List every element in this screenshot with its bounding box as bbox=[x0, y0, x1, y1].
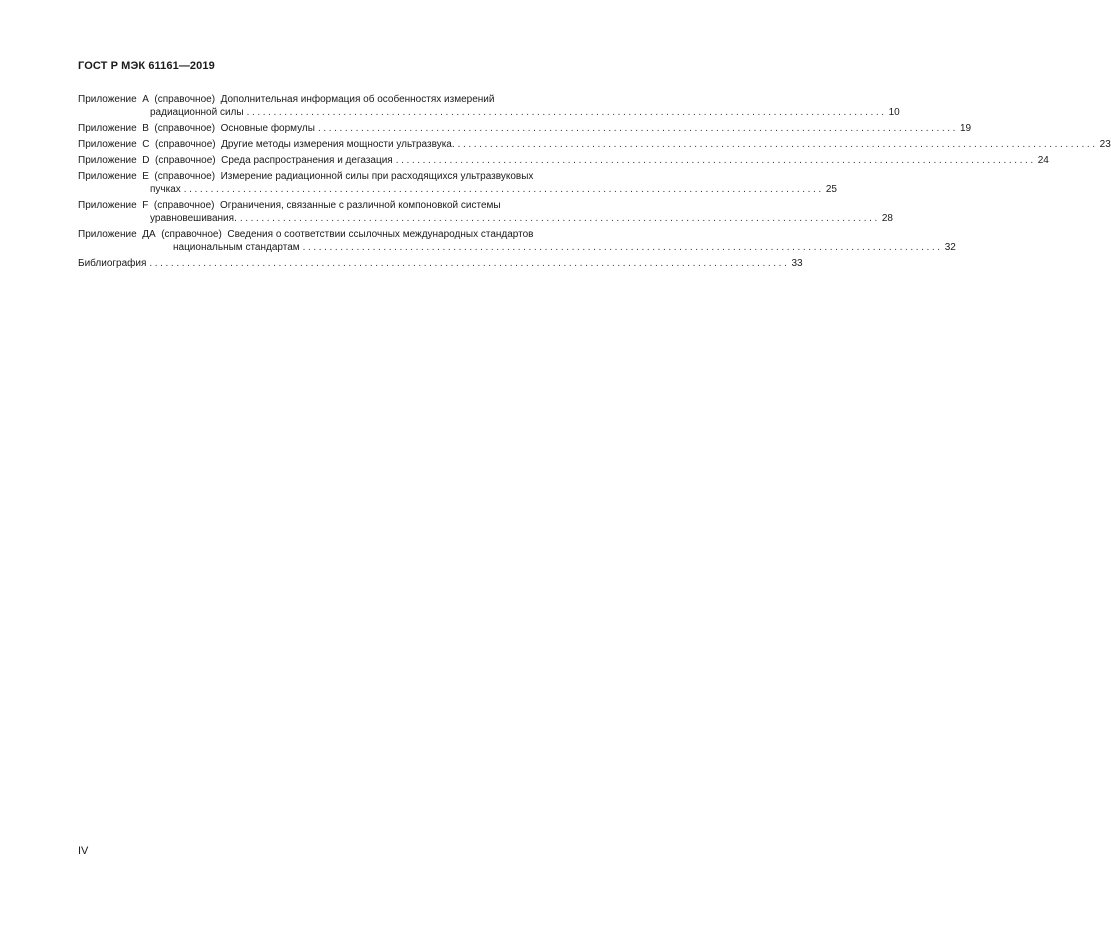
toc-entry-title: Сведения о соответствии ссылочных международных стандартов bbox=[227, 229, 534, 240]
toc-entry-appendix-da[interactable] bbox=[78, 228, 956, 254]
toc-page-number: 24 bbox=[1037, 155, 1049, 166]
toc-entry-line bbox=[78, 228, 614, 241]
toc-entry-line bbox=[78, 170, 614, 183]
toc-entry-title-continued: уравновешивания. bbox=[150, 213, 237, 224]
toc-leader-dots: ....................................................................................................................... bbox=[457, 139, 1098, 150]
toc-page-number: 28 bbox=[881, 213, 893, 224]
toc-entry-appendix-b[interactable] bbox=[78, 122, 972, 135]
toc-leader-dots: ....................................................................................................................... bbox=[149, 258, 790, 269]
toc-page-number: 25 bbox=[825, 184, 837, 195]
toc-entry-bibliography[interactable] bbox=[78, 257, 803, 270]
toc-entry-title: Ограничения, связанные с различной компоновкой системы bbox=[220, 200, 501, 211]
page-number-footer: IV bbox=[78, 845, 89, 857]
toc-entry-appendix-c[interactable] bbox=[78, 138, 1111, 151]
toc-page-number: 32 bbox=[944, 242, 956, 253]
toc-entry-title: Другие методы измерения мощности ультразвука. bbox=[221, 139, 455, 150]
toc-entry-line bbox=[78, 138, 1111, 151]
toc-entry-title: Библиография bbox=[78, 258, 147, 269]
toc-entry-title: Среда распространения и дегазация bbox=[221, 155, 393, 166]
toc-entry-line bbox=[78, 257, 803, 270]
toc-entry-line bbox=[78, 212, 893, 225]
toc-entry-line bbox=[78, 93, 614, 106]
toc-entry-title-continued: радиационной силы bbox=[150, 107, 244, 118]
toc-leader-dots: ....................................................................................................................... bbox=[183, 184, 824, 195]
toc-entry-appendix-f[interactable] bbox=[78, 199, 893, 225]
toc-entry-title: Дополнительная информация об особенностях измерений bbox=[220, 94, 495, 105]
toc-leader-dots: ....................................................................................................................... bbox=[317, 123, 958, 134]
toc-page-number: 10 bbox=[888, 107, 900, 118]
toc-entry-prefix: Приложение В (справочное) bbox=[78, 123, 221, 134]
toc-entry-title-continued: национальным стандартам bbox=[173, 242, 300, 253]
toc-entry-title-continued: пучках bbox=[150, 184, 181, 195]
toc-leader-dots: ....................................................................................................................... bbox=[395, 155, 1036, 166]
toc-entry-prefix: Приложение D (справочное) bbox=[78, 155, 222, 166]
toc-entry-line bbox=[78, 183, 837, 196]
toc-page-number: 23 bbox=[1099, 139, 1111, 150]
toc-entry-prefix: Приложение ДА (справочное) bbox=[78, 229, 228, 240]
toc-entry-line bbox=[78, 106, 900, 119]
toc-entry-title: Основные формулы bbox=[220, 123, 315, 134]
toc-entry-prefix: Приложение F (справочное) bbox=[78, 200, 221, 211]
toc-entry-line bbox=[78, 199, 614, 212]
toc-page-number: 33 bbox=[791, 258, 803, 269]
toc-entry-prefix: Приложение А (справочное) bbox=[78, 94, 221, 105]
toc-entry-appendix-d[interactable] bbox=[78, 154, 1049, 167]
toc-leader-dots: ....................................................................................................................... bbox=[302, 242, 943, 253]
toc-entry-prefix: Приложение Е (справочное) bbox=[78, 171, 221, 182]
table-of-contents bbox=[78, 93, 1111, 273]
toc-entry-line bbox=[78, 241, 956, 254]
document-header: ГОСТ Р МЭК 61161—2019 bbox=[78, 60, 215, 72]
toc-entry-title: Измерение радиационной силы при расходящихся ультразвуковых bbox=[220, 171, 534, 182]
toc-entry-prefix: Приложение С (справочное) bbox=[78, 139, 222, 150]
toc-entry-line bbox=[78, 122, 972, 135]
toc-page-number: 19 bbox=[960, 123, 972, 134]
toc-entry-line bbox=[78, 154, 1049, 167]
toc-leader-dots: ....................................................................................................................... bbox=[246, 107, 887, 118]
toc-entry-appendix-a[interactable] bbox=[78, 93, 900, 119]
toc-entry-appendix-e[interactable] bbox=[78, 170, 837, 196]
toc-leader-dots: ....................................................................................................................... bbox=[239, 213, 880, 224]
